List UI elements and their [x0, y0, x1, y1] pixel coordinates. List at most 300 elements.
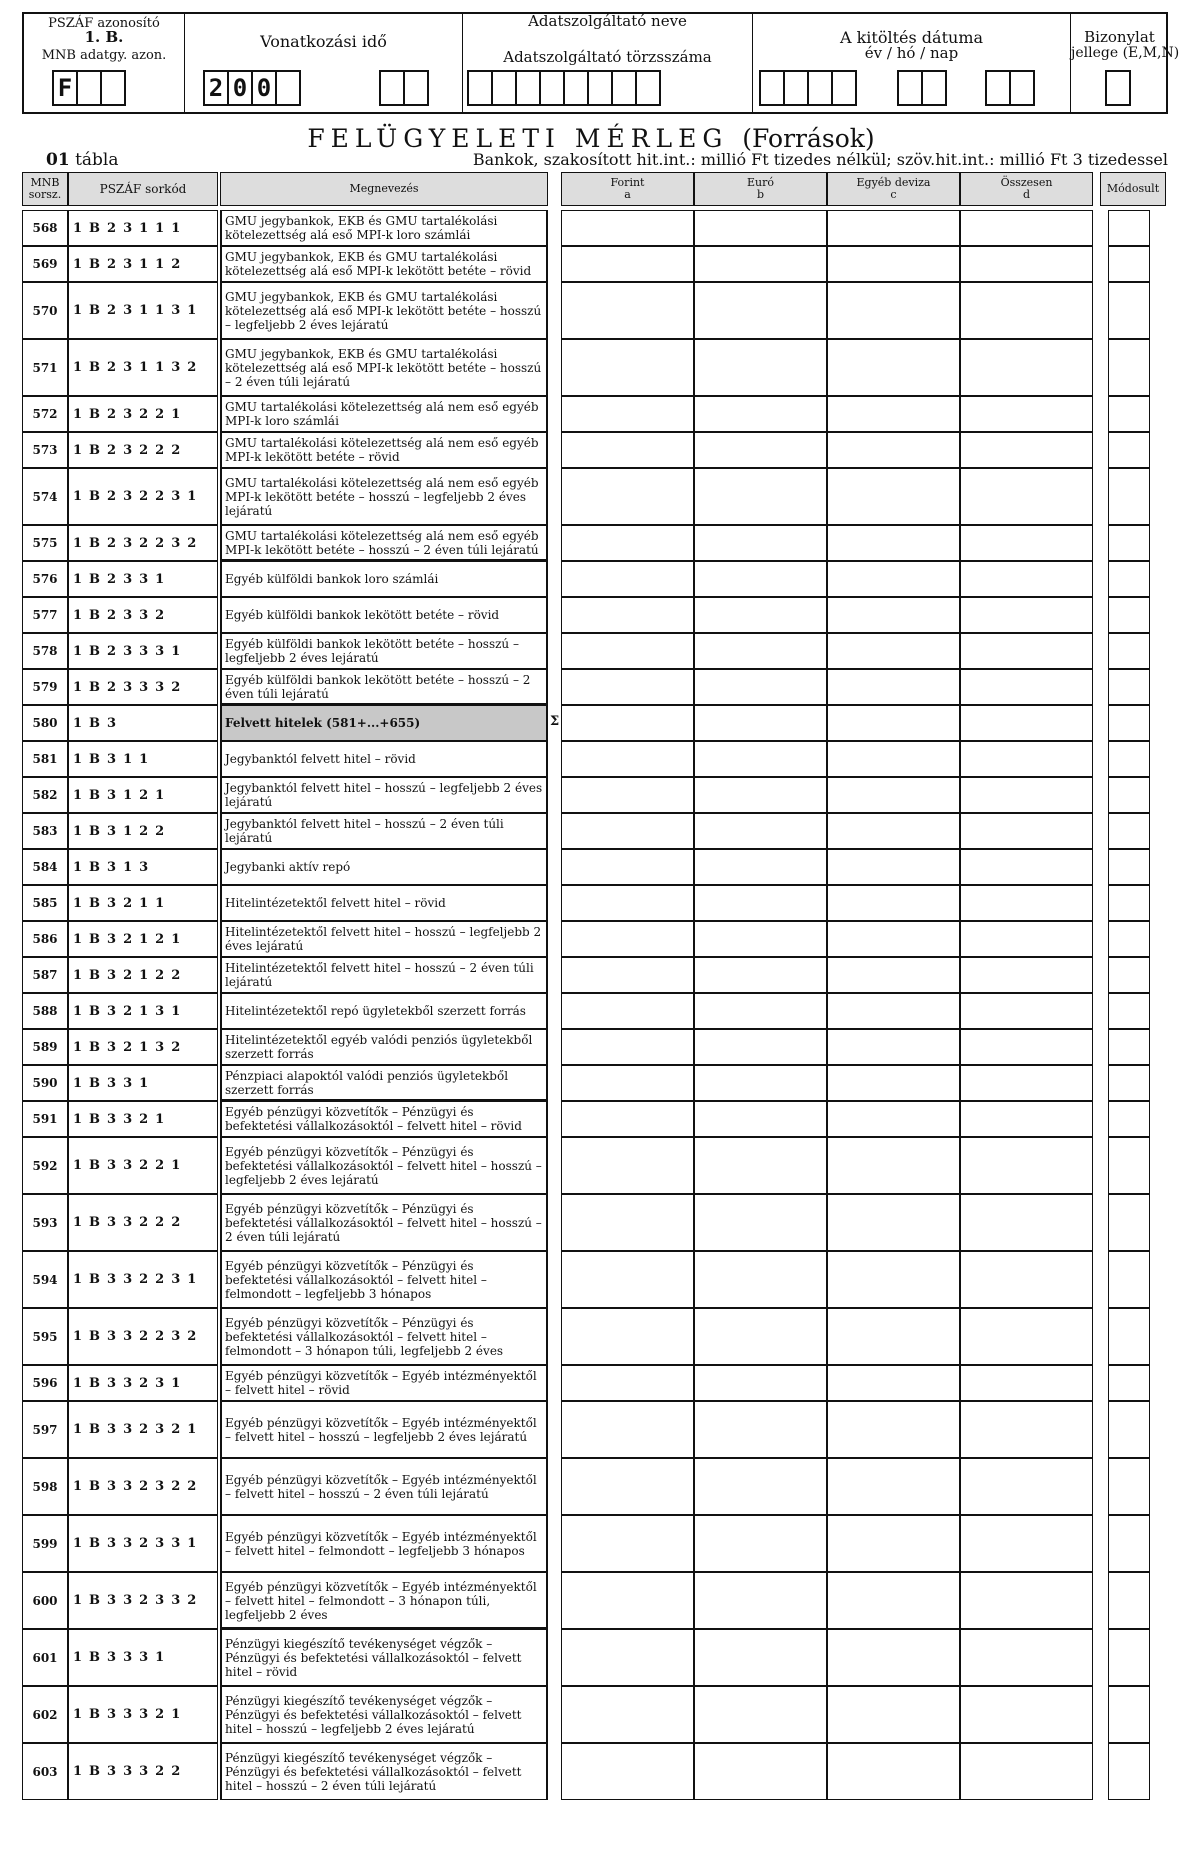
date-box[interactable]	[985, 70, 1011, 106]
value-cell-euro[interactable]	[694, 1065, 827, 1101]
date-year-boxes	[759, 70, 855, 106]
value-cell-osszesen[interactable]	[960, 1251, 1093, 1308]
value-cell-osszesen[interactable]	[960, 339, 1093, 396]
table-row	[0, 1401, 1182, 1458]
table-row	[0, 525, 1182, 561]
modosult-cell[interactable]	[1108, 282, 1150, 339]
row-code: 1B23332	[68, 669, 218, 705]
modosult-cell[interactable]	[1108, 1515, 1150, 1572]
col-header-a	[561, 172, 694, 206]
modosult-cell[interactable]	[1108, 669, 1150, 705]
value-cell-euro[interactable]	[694, 1401, 827, 1458]
value-cell-egyeb-deviza[interactable]	[827, 432, 960, 468]
row-description	[220, 1365, 548, 1401]
torzs-box[interactable]	[539, 70, 565, 106]
unit-note: Bankok, szakosított hit.int.: millió Ft tizedes nélkül; szöv.hit.int.: millió Ft 3 tizedessel	[472, 150, 1168, 169]
value-cell-euro[interactable]	[694, 741, 827, 777]
date-box[interactable]	[897, 70, 923, 106]
torzs-box[interactable]	[563, 70, 589, 106]
value-cell-forint[interactable]	[561, 921, 694, 957]
value-cell-osszesen[interactable]	[960, 993, 1093, 1029]
value-cell-osszesen[interactable]	[960, 1137, 1093, 1194]
value-cell-euro[interactable]	[694, 468, 827, 525]
value-cell-forint[interactable]	[561, 1065, 694, 1101]
value-cell-osszesen[interactable]	[960, 1365, 1093, 1401]
row-description	[220, 633, 548, 669]
value-cell-forint[interactable]	[561, 777, 694, 813]
torzsszam-boxes	[467, 70, 659, 106]
modosult-cell[interactable]	[1108, 1365, 1150, 1401]
col-header-mod	[1100, 172, 1166, 206]
row-code: 1B33221	[68, 1137, 218, 1194]
table-row	[0, 1101, 1182, 1137]
mnb-box-2[interactable]	[76, 70, 102, 106]
row-code: 1B23112	[68, 246, 218, 282]
value-cell-egyeb-deviza[interactable]	[827, 957, 960, 993]
row-description-text: Jegybanktól felvett hitel – rövid	[225, 752, 416, 766]
pszaf-id-section	[24, 14, 184, 112]
value-cell-forint[interactable]	[561, 1308, 694, 1365]
value-cell-osszesen[interactable]	[960, 849, 1093, 885]
row-code: 1B332332	[68, 1572, 218, 1629]
value-cell-forint[interactable]	[561, 525, 694, 561]
value-cell-euro[interactable]	[694, 210, 827, 246]
value-cell-osszesen[interactable]	[960, 282, 1093, 339]
value-cell-osszesen[interactable]	[960, 633, 1093, 669]
value-cell-euro[interactable]	[694, 525, 827, 561]
col-a-label: Forint	[610, 176, 645, 189]
value-cell-egyeb-deviza[interactable]	[827, 669, 960, 705]
col-code-label: PSZÁF sorkód	[99, 182, 187, 196]
col-header-mnb	[22, 172, 68, 206]
page-title	[0, 124, 1182, 153]
value-cell-euro[interactable]	[694, 705, 827, 741]
row-number: 582	[22, 777, 68, 813]
row-code: 1B3211	[68, 885, 218, 921]
value-cell-forint[interactable]	[561, 1401, 694, 1458]
value-cell-egyeb-deviza[interactable]	[827, 633, 960, 669]
value-cell-forint[interactable]	[561, 741, 694, 777]
date-box[interactable]	[1009, 70, 1035, 106]
row-number: 577	[22, 597, 68, 633]
value-cell-forint[interactable]	[561, 1365, 694, 1401]
value-cell-osszesen[interactable]	[960, 1515, 1093, 1572]
row-description	[220, 1308, 548, 1365]
row-description-text: Hitelintézetektől felvett hitel – hosszú – 2 éven túli lejáratú	[225, 961, 534, 989]
value-cell-forint[interactable]	[561, 1029, 694, 1065]
row-code: 1B332322	[68, 1458, 218, 1515]
value-cell-egyeb-deviza[interactable]	[827, 1251, 960, 1308]
value-cell-osszesen[interactable]	[960, 210, 1093, 246]
modosult-cell[interactable]	[1108, 1101, 1150, 1137]
row-number: 597	[22, 1401, 68, 1458]
value-cell-egyeb-deviza[interactable]	[827, 246, 960, 282]
value-cell-euro[interactable]	[694, 246, 827, 282]
bizonylat-box[interactable]	[1105, 70, 1131, 106]
torzs-box[interactable]	[491, 70, 517, 106]
value-cell-euro[interactable]	[694, 849, 827, 885]
value-cell-osszesen[interactable]	[960, 777, 1093, 813]
row-code: 1B313	[68, 849, 218, 885]
value-cell-osszesen[interactable]	[960, 1743, 1093, 1800]
row-description-text: Egyéb pénzügyi közvetítők – Pénzügyi és befektetési vállalkozásoktól – felvett hitel – hosszú – 2 éven túli lejáratú	[225, 1201, 542, 1244]
value-cell-forint[interactable]	[561, 339, 694, 396]
value-cell-osszesen[interactable]	[960, 957, 1093, 993]
row-code: 1B3121	[68, 777, 218, 813]
row-code: 1B33321	[68, 1686, 218, 1743]
value-cell-forint[interactable]	[561, 246, 694, 282]
value-cell-euro[interactable]	[694, 1251, 827, 1308]
value-cell-euro[interactable]	[694, 1572, 827, 1629]
value-cell-forint[interactable]	[561, 849, 694, 885]
value-cell-euro[interactable]	[694, 561, 827, 597]
row-code: 1B32131	[68, 993, 218, 1029]
table-row	[0, 1308, 1182, 1365]
col-c-label: Egyéb deviza	[856, 176, 931, 189]
row-description	[220, 885, 548, 921]
year-box-1[interactable]: 2	[203, 70, 229, 106]
month-box-1[interactable]	[379, 70, 405, 106]
value-cell-euro[interactable]	[694, 1515, 827, 1572]
value-cell-euro[interactable]	[694, 1458, 827, 1515]
modosult-cell[interactable]	[1108, 957, 1150, 993]
year-box-4[interactable]	[275, 70, 301, 106]
value-cell-osszesen[interactable]	[960, 813, 1093, 849]
value-cell-forint[interactable]	[561, 705, 694, 741]
value-cell-egyeb-deviza[interactable]	[827, 1458, 960, 1515]
modosult-cell[interactable]	[1108, 741, 1150, 777]
row-number: 600	[22, 1572, 68, 1629]
torzs-box[interactable]	[635, 70, 661, 106]
row-description	[220, 1137, 548, 1194]
value-cell-egyeb-deviza[interactable]	[827, 339, 960, 396]
row-number: 575	[22, 525, 68, 561]
value-cell-forint[interactable]	[561, 1743, 694, 1800]
row-number: 601	[22, 1629, 68, 1686]
value-cell-forint[interactable]	[561, 1515, 694, 1572]
mnb-box-3[interactable]	[100, 70, 126, 106]
value-cell-egyeb-deviza[interactable]	[827, 1629, 960, 1686]
value-cell-osszesen[interactable]	[960, 1308, 1093, 1365]
row-number: 578	[22, 633, 68, 669]
value-cell-egyeb-deviza[interactable]	[827, 210, 960, 246]
mnb-box-1[interactable]: F	[52, 70, 78, 106]
pszaf-label: PSZÁF azonosító	[48, 16, 160, 31]
row-description	[220, 993, 548, 1029]
row-description	[220, 849, 548, 885]
modosult-cell[interactable]	[1108, 339, 1150, 396]
row-number: 572	[22, 396, 68, 432]
row-description	[220, 1629, 548, 1686]
value-cell-euro[interactable]	[694, 1629, 827, 1686]
value-cell-forint[interactable]	[561, 432, 694, 468]
value-cell-osszesen[interactable]	[960, 432, 1093, 468]
row-code: 1B23221	[68, 396, 218, 432]
value-cell-euro[interactable]	[694, 339, 827, 396]
table-row	[0, 1194, 1182, 1251]
row-code: 1B23331	[68, 633, 218, 669]
table-row	[0, 705, 1182, 741]
value-cell-osszesen[interactable]	[960, 1101, 1093, 1137]
modosult-cell[interactable]	[1108, 1137, 1150, 1194]
modosult-cell[interactable]	[1108, 246, 1150, 282]
value-cell-egyeb-deviza[interactable]	[827, 597, 960, 633]
value-cell-forint[interactable]	[561, 633, 694, 669]
modosult-cell[interactable]	[1108, 1629, 1150, 1686]
modosult-cell[interactable]	[1108, 1686, 1150, 1743]
value-cell-egyeb-deviza[interactable]	[827, 885, 960, 921]
row-description-text: Egyéb pénzügyi közvetítők – Egyéb intézményektől – felvett hitel – hosszú – 2 éven túli lejáratú	[225, 1472, 537, 1501]
value-cell-euro[interactable]	[694, 1137, 827, 1194]
value-cell-egyeb-deviza[interactable]	[827, 1065, 960, 1101]
modosult-cell[interactable]	[1108, 705, 1150, 741]
modosult-cell[interactable]	[1108, 849, 1150, 885]
value-cell-euro[interactable]	[694, 921, 827, 957]
value-cell-forint[interactable]	[561, 282, 694, 339]
value-cell-osszesen[interactable]	[960, 921, 1093, 957]
row-description-text: GMU tartalékolási kötelezettség alá nem eső egyéb MPI-k loro számlái	[225, 400, 539, 428]
modosult-cell[interactable]	[1108, 1401, 1150, 1458]
value-cell-egyeb-deviza[interactable]	[827, 1101, 960, 1137]
modosult-cell[interactable]	[1108, 1065, 1150, 1101]
value-cell-euro[interactable]	[694, 1743, 827, 1800]
row-description	[220, 1065, 548, 1101]
value-cell-egyeb-deviza[interactable]	[827, 561, 960, 597]
value-cell-forint[interactable]	[561, 1686, 694, 1743]
value-cell-osszesen[interactable]	[960, 1029, 1093, 1065]
row-number: 598	[22, 1458, 68, 1515]
modosult-cell[interactable]	[1108, 777, 1150, 813]
value-cell-forint[interactable]	[561, 210, 694, 246]
kitoltes-section	[752, 14, 1070, 112]
value-cell-forint[interactable]	[561, 669, 694, 705]
modosult-cell[interactable]	[1108, 210, 1150, 246]
adatszolg-section	[462, 14, 752, 112]
value-cell-forint[interactable]	[561, 1458, 694, 1515]
row-description-text: Pénzügyi kiegészítő tevékenységet végzők – Pénzügyi és befektetési vállalkozásoktól – felvett hitel – rövid	[225, 1636, 522, 1679]
modosult-cell[interactable]	[1108, 396, 1150, 432]
date-box[interactable]	[783, 70, 809, 106]
value-cell-forint[interactable]	[561, 1629, 694, 1686]
value-cell-euro[interactable]	[694, 1686, 827, 1743]
ev-ho-nap-label: év / hó / nap	[864, 44, 959, 62]
value-cell-forint[interactable]	[561, 396, 694, 432]
value-cell-euro[interactable]	[694, 1308, 827, 1365]
torzs-box[interactable]	[587, 70, 613, 106]
value-cell-egyeb-deviza[interactable]	[827, 849, 960, 885]
row-description-text: Pénzügyi kiegészítő tevékenységet végzők – Pénzügyi és befektetési vállalkozásoktól – felvett hitel – hosszú – legfeljebb 2 éves lejáratú	[225, 1693, 522, 1736]
row-description-text: Egyéb pénzügyi közvetítők – Pénzügyi és befektetési vállalkozásoktól – felvett hitel – felmondott – 3 hónapon túli, legfeljebb 2 éves	[225, 1315, 504, 1358]
modosult-cell[interactable]	[1108, 1251, 1150, 1308]
value-cell-forint[interactable]	[561, 993, 694, 1029]
row-description	[220, 561, 548, 597]
value-cell-euro[interactable]	[694, 282, 827, 339]
value-cell-osszesen[interactable]	[960, 396, 1093, 432]
torzs-box[interactable]	[611, 70, 637, 106]
modosult-cell[interactable]	[1108, 813, 1150, 849]
value-cell-forint[interactable]	[561, 561, 694, 597]
modosult-cell[interactable]	[1108, 1743, 1150, 1800]
value-cell-osszesen[interactable]	[960, 669, 1093, 705]
modosult-cell[interactable]	[1108, 432, 1150, 468]
value-cell-osszesen[interactable]	[960, 468, 1093, 525]
date-box[interactable]	[831, 70, 857, 106]
torzs-box[interactable]	[467, 70, 493, 106]
value-cell-forint[interactable]	[561, 1194, 694, 1251]
modosult-cell[interactable]	[1108, 1029, 1150, 1065]
value-cell-euro[interactable]	[694, 396, 827, 432]
value-cell-forint[interactable]	[561, 1572, 694, 1629]
value-cell-egyeb-deviza[interactable]	[827, 1401, 960, 1458]
modosult-cell[interactable]	[1108, 525, 1150, 561]
value-cell-euro[interactable]	[694, 597, 827, 633]
value-cell-egyeb-deviza[interactable]	[827, 705, 960, 741]
value-cell-osszesen[interactable]	[960, 1194, 1093, 1251]
value-cell-euro[interactable]	[694, 633, 827, 669]
value-cell-euro[interactable]	[694, 777, 827, 813]
modosult-cell[interactable]	[1108, 1572, 1150, 1629]
value-cell-osszesen[interactable]	[960, 1401, 1093, 1458]
value-cell-forint[interactable]	[561, 1137, 694, 1194]
value-cell-forint[interactable]	[561, 813, 694, 849]
value-cell-euro[interactable]	[694, 1029, 827, 1065]
row-number: 586	[22, 921, 68, 957]
value-cell-egyeb-deviza[interactable]	[827, 1515, 960, 1572]
title-sub: (Források)	[742, 124, 875, 153]
modosult-cell[interactable]	[1108, 468, 1150, 525]
year-box-3[interactable]: 0	[251, 70, 277, 106]
modosult-cell[interactable]	[1108, 1308, 1150, 1365]
col-desc-label: Megnevezés	[349, 182, 419, 195]
value-cell-egyeb-deviza[interactable]	[827, 468, 960, 525]
value-cell-forint[interactable]	[561, 468, 694, 525]
row-description	[220, 1515, 548, 1572]
value-cell-egyeb-deviza[interactable]	[827, 282, 960, 339]
value-cell-osszesen[interactable]	[960, 525, 1093, 561]
value-cell-egyeb-deviza[interactable]	[827, 1743, 960, 1800]
row-number: 590	[22, 1065, 68, 1101]
modosult-cell[interactable]	[1108, 561, 1150, 597]
value-cell-egyeb-deviza[interactable]	[827, 525, 960, 561]
value-cell-forint[interactable]	[561, 957, 694, 993]
modosult-cell[interactable]	[1108, 597, 1150, 633]
value-cell-egyeb-deviza[interactable]	[827, 1194, 960, 1251]
value-cell-egyeb-deviza[interactable]	[827, 1365, 960, 1401]
month-box-2[interactable]	[403, 70, 429, 106]
value-cell-forint[interactable]	[561, 885, 694, 921]
value-cell-osszesen[interactable]	[960, 1572, 1093, 1629]
row-description-text: Egyéb pénzügyi közvetítők – Egyéb intézményektől – felvett hitel – hosszú – legfeljebb 2 éves lejáratú	[225, 1415, 537, 1444]
value-cell-osszesen[interactable]	[960, 741, 1093, 777]
value-cell-euro[interactable]	[694, 432, 827, 468]
row-code: 1B232232	[68, 525, 218, 561]
row-code: 1B3331	[68, 1629, 218, 1686]
row-number: 594	[22, 1251, 68, 1308]
value-cell-egyeb-deviza[interactable]	[827, 921, 960, 957]
value-cell-osszesen[interactable]	[960, 1629, 1093, 1686]
value-cell-euro[interactable]	[694, 669, 827, 705]
value-cell-osszesen[interactable]	[960, 1686, 1093, 1743]
value-cell-forint[interactable]	[561, 1251, 694, 1308]
row-number: 591	[22, 1101, 68, 1137]
modosult-cell[interactable]	[1108, 885, 1150, 921]
value-cell-euro[interactable]	[694, 993, 827, 1029]
value-cell-egyeb-deviza[interactable]	[827, 993, 960, 1029]
value-cell-egyeb-deviza[interactable]	[827, 777, 960, 813]
value-cell-euro[interactable]	[694, 1194, 827, 1251]
value-cell-osszesen[interactable]	[960, 246, 1093, 282]
torzs-box[interactable]	[515, 70, 541, 106]
row-number: 576	[22, 561, 68, 597]
row-description	[220, 1686, 548, 1743]
value-cell-forint[interactable]	[561, 597, 694, 633]
row-number: 588	[22, 993, 68, 1029]
value-cell-euro[interactable]	[694, 885, 827, 921]
row-code: 1B3	[68, 705, 218, 741]
row-number: 599	[22, 1515, 68, 1572]
date-box[interactable]	[807, 70, 833, 106]
value-cell-egyeb-deviza[interactable]	[827, 1686, 960, 1743]
value-cell-osszesen[interactable]	[960, 705, 1093, 741]
modosult-cell[interactable]	[1108, 921, 1150, 957]
year-box-2[interactable]: 0	[227, 70, 253, 106]
modosult-cell[interactable]	[1108, 633, 1150, 669]
value-cell-osszesen[interactable]	[960, 1065, 1093, 1101]
row-code: 1B32132	[68, 1029, 218, 1065]
value-cell-osszesen[interactable]	[960, 597, 1093, 633]
date-box[interactable]	[921, 70, 947, 106]
row-description	[220, 597, 548, 633]
table-row	[0, 993, 1182, 1029]
row-code: 1B332321	[68, 1401, 218, 1458]
row-description	[220, 1458, 548, 1515]
row-description-text: Hitelintézetektől repó ügyletekből szerzett forrás	[225, 1004, 526, 1018]
value-cell-euro[interactable]	[694, 1365, 827, 1401]
table-row	[0, 468, 1182, 525]
value-cell-egyeb-deviza[interactable]	[827, 741, 960, 777]
value-cell-osszesen[interactable]	[960, 885, 1093, 921]
modosult-cell[interactable]	[1108, 1194, 1150, 1251]
value-cell-euro[interactable]	[694, 813, 827, 849]
value-cell-osszesen[interactable]	[960, 561, 1093, 597]
value-cell-egyeb-deviza[interactable]	[827, 813, 960, 849]
date-box[interactable]	[759, 70, 785, 106]
value-cell-forint[interactable]	[561, 1101, 694, 1137]
value-cell-egyeb-deviza[interactable]	[827, 1572, 960, 1629]
mnb-id-boxes	[52, 70, 124, 106]
value-cell-egyeb-deviza[interactable]	[827, 1137, 960, 1194]
value-cell-egyeb-deviza[interactable]	[827, 1029, 960, 1065]
value-cell-euro[interactable]	[694, 1101, 827, 1137]
row-number: 581	[22, 741, 68, 777]
row-number: 574	[22, 468, 68, 525]
value-cell-osszesen[interactable]	[960, 1458, 1093, 1515]
row-description	[220, 525, 548, 561]
table-row	[0, 1629, 1182, 1686]
row-description	[220, 1029, 548, 1065]
value-cell-egyeb-deviza[interactable]	[827, 396, 960, 432]
table-row	[0, 1365, 1182, 1401]
table-row	[0, 1458, 1182, 1515]
modosult-cell[interactable]	[1108, 993, 1150, 1029]
row-description	[220, 957, 548, 993]
mnb-label: MNB adatgy. azon.	[41, 48, 167, 63]
value-cell-euro[interactable]	[694, 957, 827, 993]
row-description	[220, 282, 548, 339]
modosult-cell[interactable]	[1108, 1458, 1150, 1515]
value-cell-egyeb-deviza[interactable]	[827, 1308, 960, 1365]
row-code: 1B23111	[68, 210, 218, 246]
